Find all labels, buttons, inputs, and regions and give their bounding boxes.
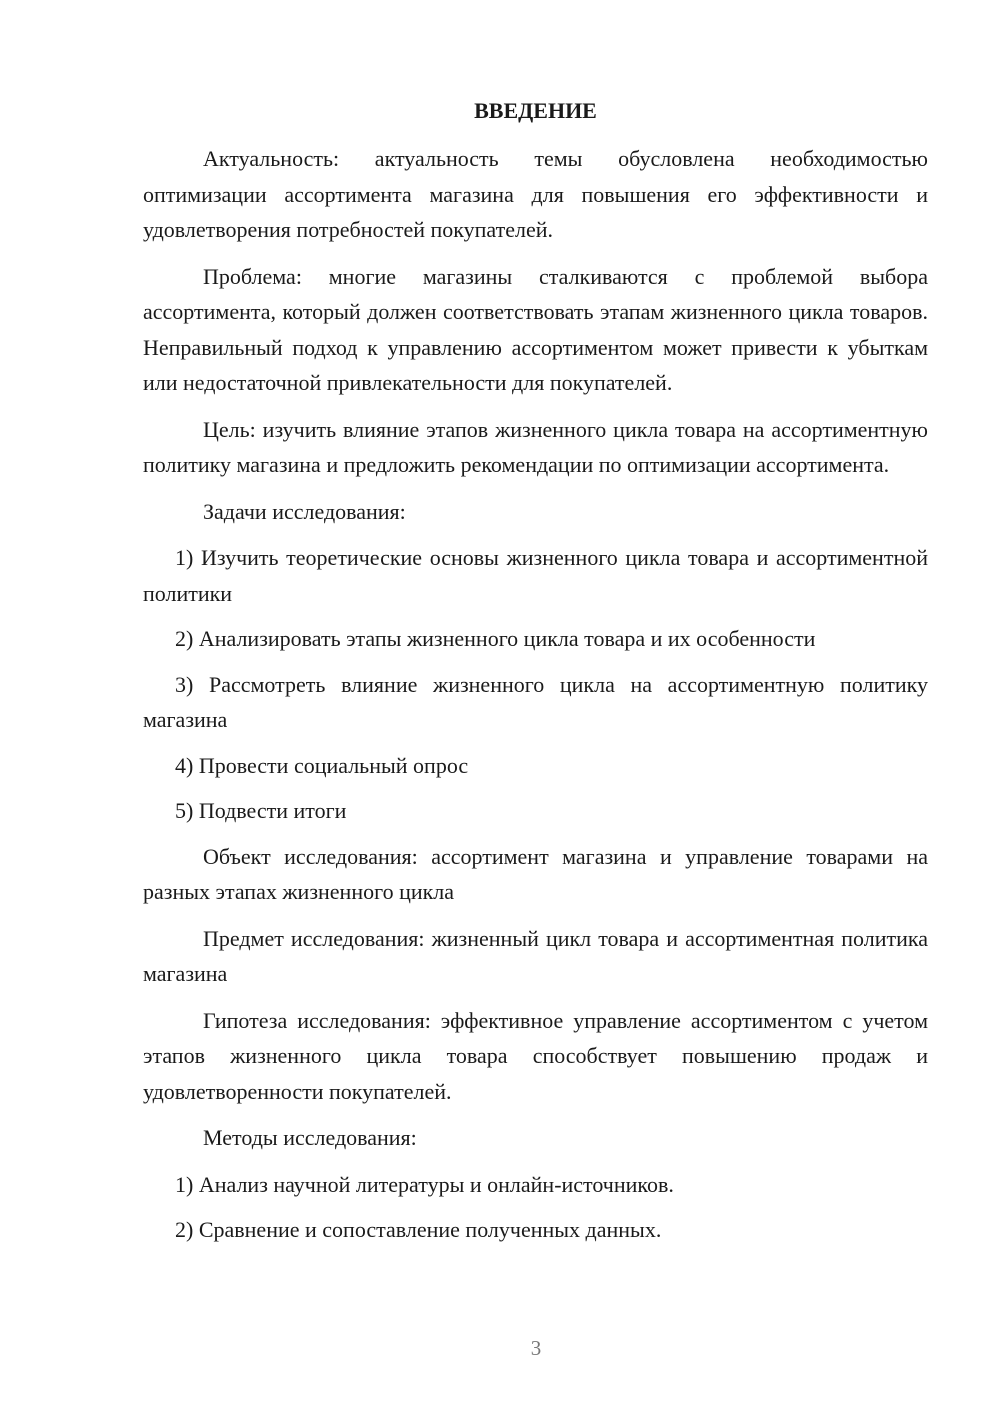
page-number: 3	[530, 1336, 542, 1360]
task-item: 2) Анализировать этапы жизненного цикла товара и их особенности	[175, 626, 816, 651]
tasks-label: Задачи исследования:	[203, 498, 406, 524]
relevance-paragraph: Актуальность: актуальность темы обусловлена необходимостью оптимизации ассортимента магазина для повышения его эффективности и удовлетворения потребностей покупателей.	[143, 146, 928, 242]
section-heading: ВВЕДЕНИЕ	[474, 98, 597, 123]
subject-paragraph: Предмет исследования: жизненный цикл товара и ассортиментная политика магазина	[143, 925, 928, 986]
task-item: 1) Изучить теоретические основы жизненного цикла товара и ассортиментной политики	[143, 545, 928, 606]
hypothesis-paragraph: Гипотеза исследования: эффективное управление ассортиментом с учетом этапов жизненного цикла товара способствует повышению продаж и удовлетворенности покупателей.	[143, 1007, 928, 1104]
task-item: 3) Рассмотреть влияние жизненного цикла на ассортиментную политику магазина	[143, 671, 928, 732]
method-item: 2) Сравнение и сопоставление полученных данных.	[175, 1217, 662, 1242]
object-paragraph: Объект исследования: ассортимент магазина и управление товарами на разных этапах жизненного цикла	[143, 843, 928, 904]
task-item: 4) Провести социальный опрос	[175, 752, 469, 778]
task-item: 5) Подвести итоги	[175, 798, 347, 823]
method-item: 1) Анализ научной литературы и онлайн-источников.	[175, 1171, 674, 1197]
problem-paragraph: Проблема: многие магазины сталкиваются с проблемой выбора ассортимента, который должен соответствовать этапам жизненного цикла товаров. Неправильный подход к управлению ассортиментом может привести к убыткам или недостаточной привлекательности для покупателей.	[143, 263, 928, 395]
page-content	[143, 95, 928, 1258]
goal-paragraph: Цель: изучить влияние этапов жизненного цикла товара на ассортиментную политику магазина и предложить рекомендации по оптимизации ассортимента.	[143, 416, 928, 477]
methods-label: Методы исследования:	[203, 1125, 417, 1150]
